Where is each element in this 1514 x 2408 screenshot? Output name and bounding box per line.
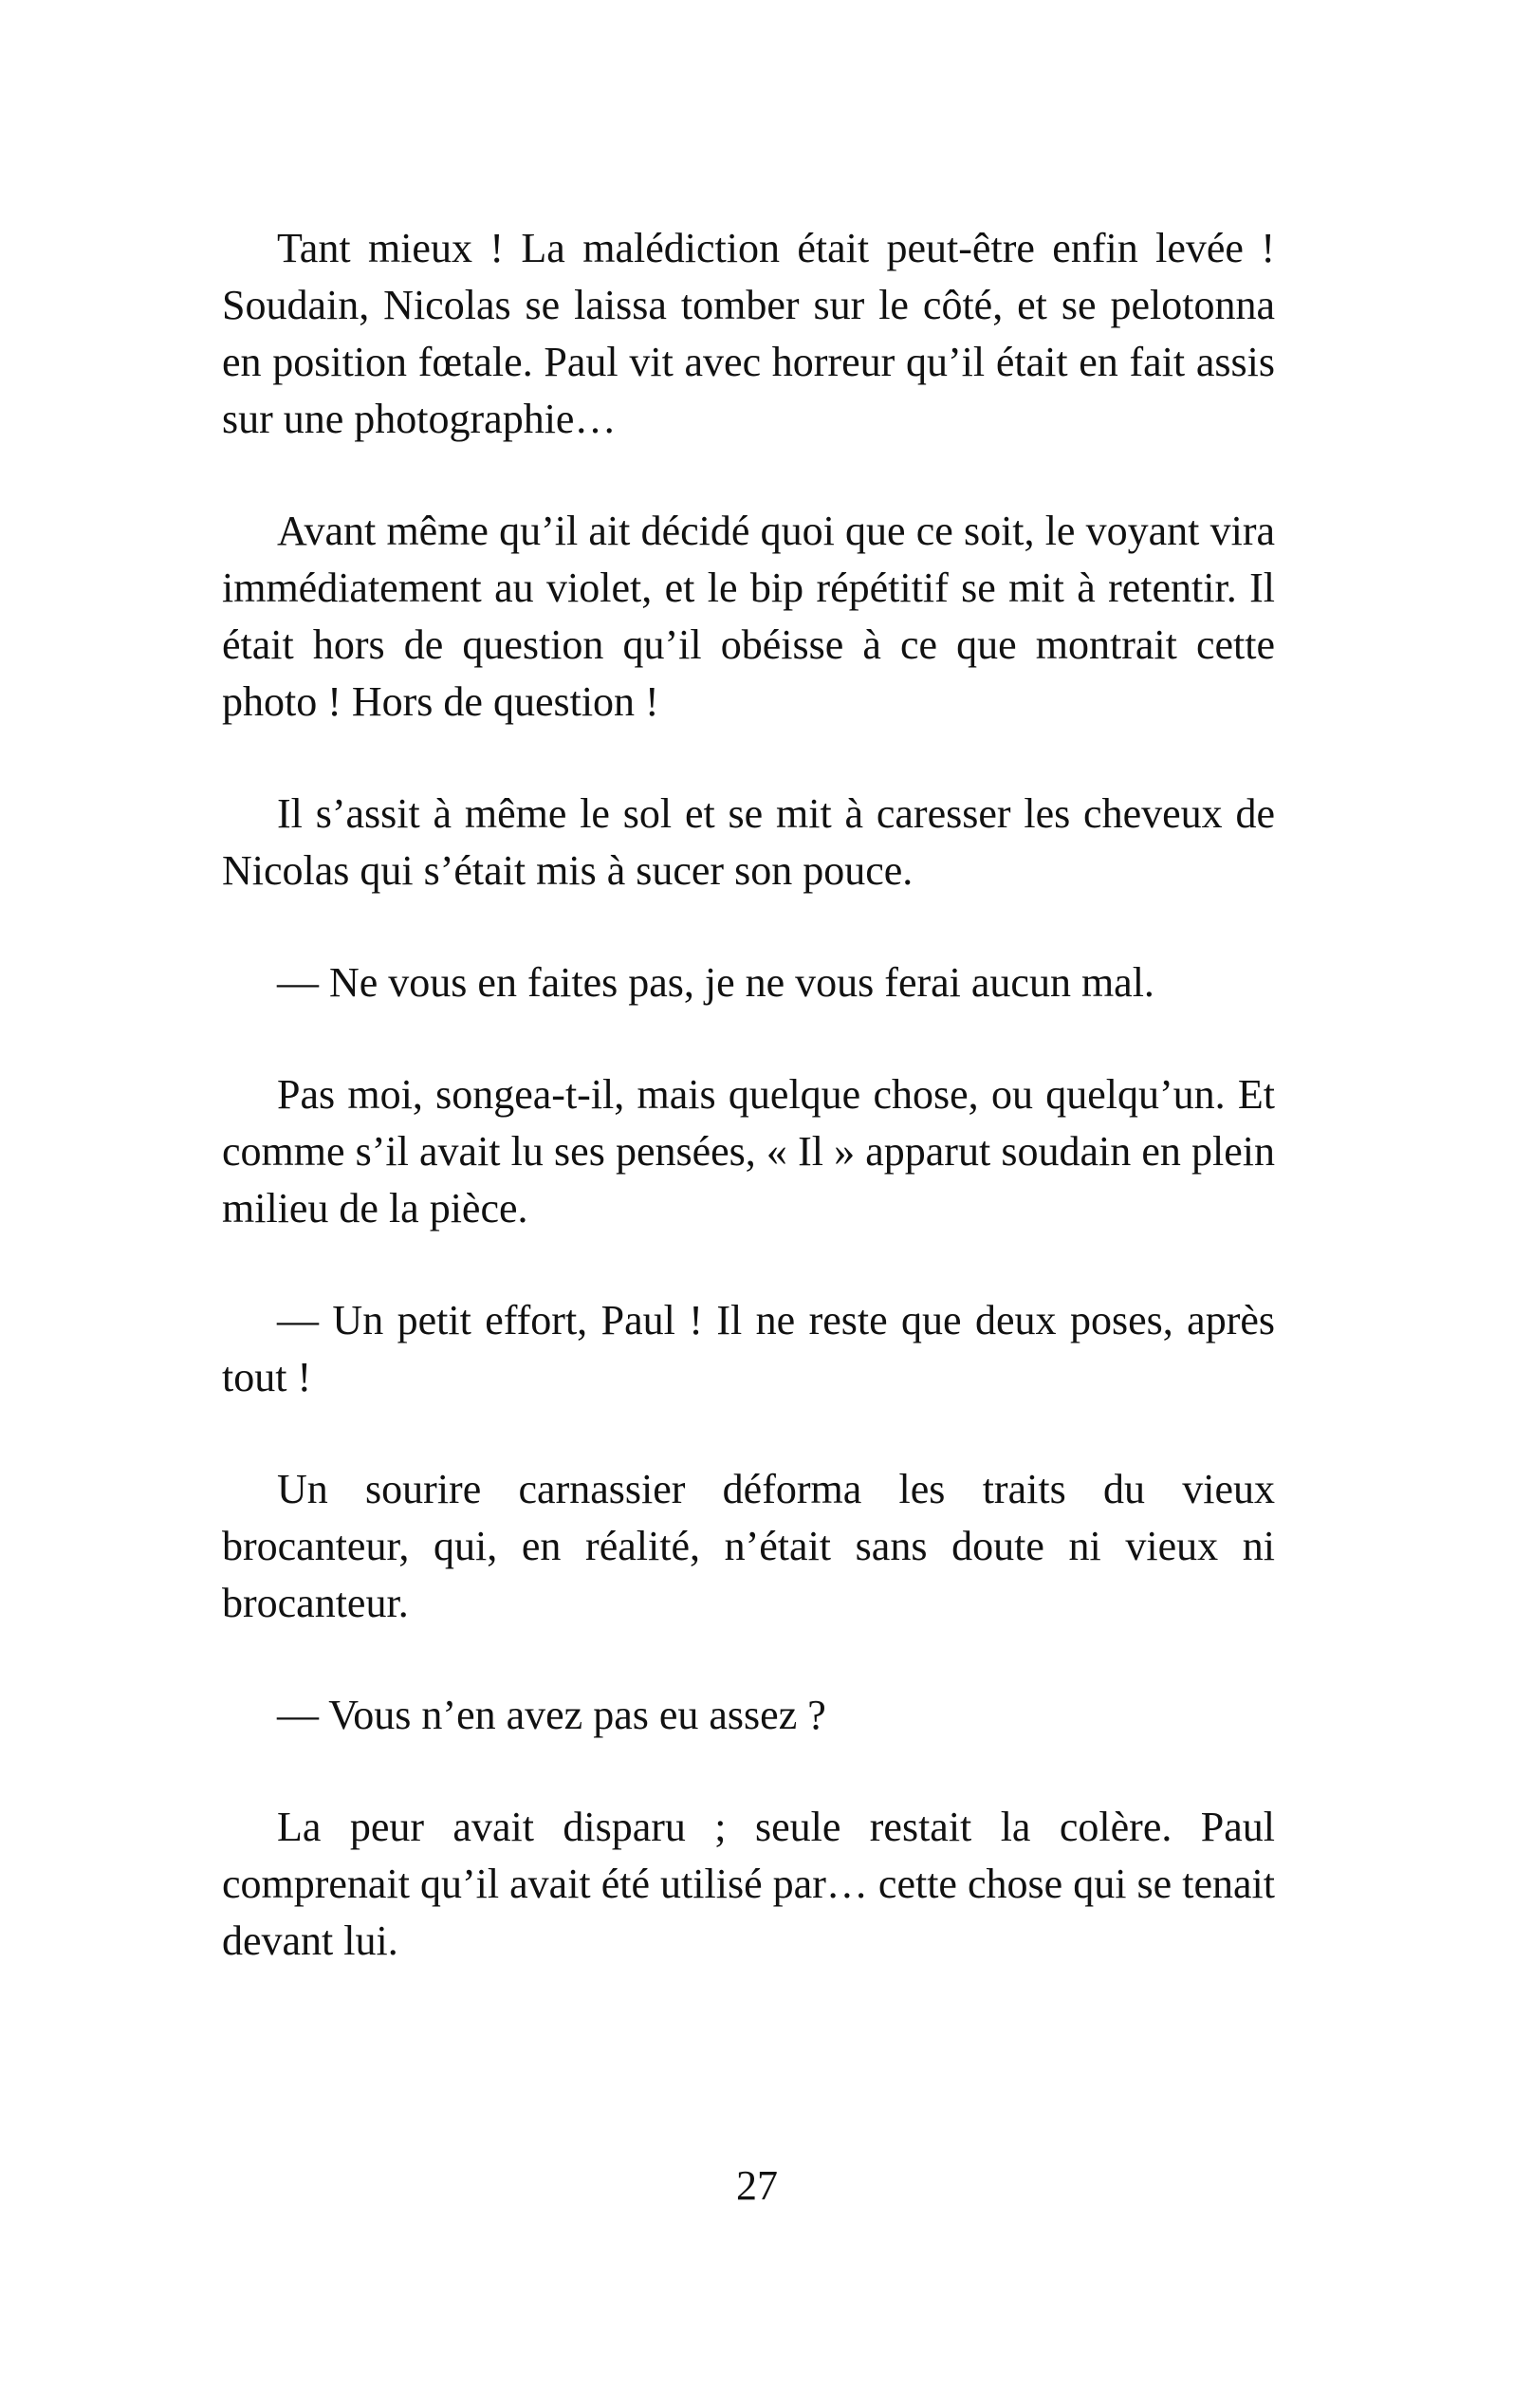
paragraph: Un sourire carnassier déforma les traits du vieux brocanteur, qui, en réalité, n’était sans doute ni vieux ni brocanteur. — [222, 1466, 1275, 1626]
page-number: 27 — [736, 2162, 778, 2209]
dialogue-line: — Ne vous en faites pas, je ne vous ferai aucun mal. — [277, 959, 1154, 1006]
paragraph: La peur avait disparu ; seule restait la colère. Paul comprenait qu’il avait été utilisé par… cette chose qui se tenait devant lui. — [222, 1804, 1275, 1964]
paragraph: Avant même qu’il ait décidé quoi que ce soit, le voyant vira immédiatement au violet, et le bip répétitif se mit à retentir. Il était hors de question qu’il obéisse à ce que montrait cette photo ! Hors de question ! — [222, 508, 1275, 725]
dialogue-line: — Un petit effort, Paul ! Il ne reste que deux poses, après tout ! — [222, 1297, 1275, 1400]
paragraph: Pas moi, songea-t-il, mais quelque chose, ou quelqu’un. Et comme s’il avait lu ses pensées, « Il » apparut soudain en plein milieu de la pièce. — [222, 1071, 1275, 1232]
paragraph: Il s’assit à même le sol et se mit à caresser les cheveux de Nicolas qui s’était mis à sucer son pouce. — [222, 790, 1275, 894]
paragraph: Tant mieux ! La malédiction était peut-être enfin levée ! Soudain, Nicolas se laissa tomber sur le côté, et se pelotonna en position fœtale. Paul vit avec horreur qu’il était en fait assis sur une photographie… — [222, 225, 1275, 442]
page-body — [222, 220, 1275, 2025]
dialogue-line: — Vous n’en avez pas eu assez ? — [277, 1692, 826, 1738]
